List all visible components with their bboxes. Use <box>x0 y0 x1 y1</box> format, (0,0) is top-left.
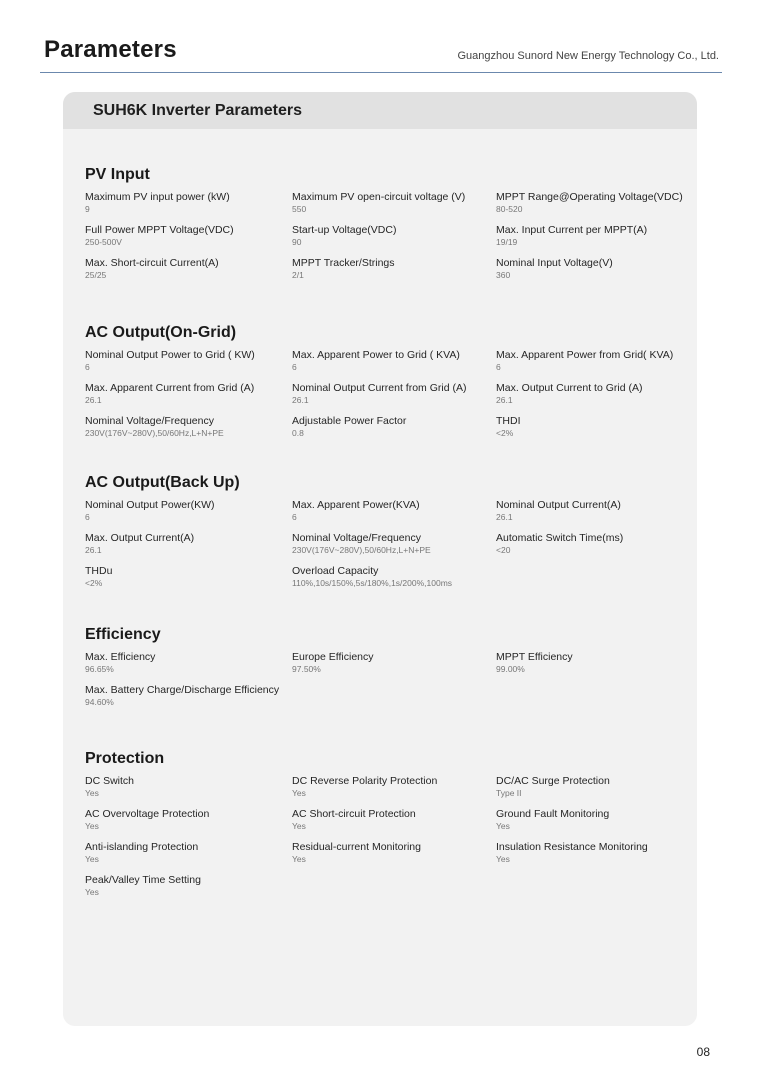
parameter-label: Max. Efficiency <box>85 651 156 663</box>
parameter-value: <20 <box>496 545 511 555</box>
parameter-label: Overload Capacity <box>292 565 379 577</box>
parameter-value: Yes <box>85 854 99 864</box>
parameter-item <box>496 224 685 248</box>
parameter-item <box>85 565 292 589</box>
parameter-value: Yes <box>292 788 306 798</box>
parameter-item <box>496 257 685 281</box>
section-title: PV Input <box>85 166 150 183</box>
parameter-label: Full Power MPPT Voltage(VDC) <box>85 224 234 236</box>
parameter-value: Yes <box>85 821 99 831</box>
parameter-label: Residual-current Monitoring <box>292 841 421 853</box>
parameter-value: 6 <box>496 362 501 372</box>
parameter-value: 26.1 <box>496 512 513 522</box>
parameter-item <box>496 191 685 215</box>
parameter-value: 19/19 <box>496 237 518 247</box>
parameter-label: THDu <box>85 565 113 577</box>
parameter-item <box>85 415 292 439</box>
parameter-value: Yes <box>292 854 306 864</box>
parameter-item <box>292 382 496 406</box>
param-grid <box>85 191 685 281</box>
parameter-value: 9 <box>85 204 90 214</box>
parameter-item <box>292 532 496 556</box>
parameter-value: 0.8 <box>292 428 304 438</box>
parameter-label: Nominal Output Power to Grid ( KW) <box>85 349 255 361</box>
parameter-label: MPPT Efficiency <box>496 651 573 663</box>
section-title: Efficiency <box>85 626 161 643</box>
parameter-label: Nominal Voltage/Frequency <box>292 532 421 544</box>
parameter-value: 2/1 <box>292 270 304 280</box>
parameter-item <box>85 808 292 832</box>
param-grid <box>85 775 685 898</box>
parameter-item <box>496 841 685 865</box>
parameter-label: THDI <box>496 415 521 427</box>
parameter-label: DC Switch <box>85 775 135 787</box>
section-protection <box>85 750 685 898</box>
parameter-label: Max. Apparent Power from Grid( KVA) <box>496 349 674 361</box>
parameter-label: MPPT Tracker/Strings <box>292 257 395 269</box>
parameter-value: Yes <box>496 821 510 831</box>
parameter-value: 99.00% <box>496 664 525 674</box>
parameter-label: DC Reverse Polarity Protection <box>292 775 438 787</box>
parameter-label: Anti-islanding Protection <box>85 841 199 853</box>
parameter-item <box>85 684 292 708</box>
parameter-item <box>85 499 292 523</box>
parameter-label: Max. Apparent Current from Grid (A) <box>85 382 255 394</box>
parameter-value: 94.60% <box>85 697 114 707</box>
card-title: SUH6K Inverter Parameters <box>63 92 697 129</box>
parameter-value: Yes <box>85 788 99 798</box>
parameter-label: Max. Short-circuit Current(A) <box>85 257 219 269</box>
parameter-label: Maximum PV input power (kW) <box>85 191 230 203</box>
parameter-value: 250-500V <box>85 237 122 247</box>
parameter-value: 25/25 <box>85 270 107 280</box>
parameter-value: 110%,10s/150%,5s/180%,1s/200%,100ms <box>292 578 453 588</box>
parameter-item <box>85 224 292 248</box>
parameter-item <box>292 224 496 248</box>
parameter-item <box>292 841 496 865</box>
parameter-value: 26.1 <box>496 395 513 405</box>
parameter-label: Automatic Switch Time(ms) <box>496 532 624 544</box>
parameter-item <box>292 415 496 439</box>
parameter-item <box>292 565 496 589</box>
parameter-item <box>496 775 685 799</box>
parameter-item <box>85 191 292 215</box>
parameter-value: 26.1 <box>292 395 309 405</box>
parameter-label: Maximum PV open-circuit voltage (V) <box>292 191 466 203</box>
parameter-value: 90 <box>292 237 302 247</box>
parameter-item <box>85 874 292 898</box>
parameter-item <box>496 349 685 373</box>
parameter-label: Max. Output Current(A) <box>85 532 195 544</box>
section-title: AC Output(Back Up) <box>85 474 240 491</box>
parameter-item <box>85 349 292 373</box>
param-grid <box>85 499 685 589</box>
section-title: AC Output(On-Grid) <box>85 324 237 341</box>
parameter-label: Start-up Voltage(VDC) <box>292 224 397 236</box>
parameter-label: Max. Apparent Power to Grid ( KVA) <box>292 349 460 361</box>
parameter-label: Max. Output Current to Grid (A) <box>496 382 643 394</box>
header-divider <box>40 72 722 73</box>
parameter-value: 6 <box>292 512 297 522</box>
parameter-label: Nominal Voltage/Frequency <box>85 415 214 427</box>
parameter-value: 6 <box>85 512 90 522</box>
parameter-item <box>496 808 685 832</box>
parameter-item <box>496 499 685 523</box>
param-grid <box>85 651 685 708</box>
parameter-item <box>85 382 292 406</box>
parameter-value: Yes <box>85 887 99 897</box>
parameter-item <box>292 349 496 373</box>
parameter-label: Nominal Output Current(A) <box>496 499 621 511</box>
parameter-label: Ground Fault Monitoring <box>496 808 610 820</box>
parameter-value: 26.1 <box>85 545 102 555</box>
parameter-item <box>85 532 292 556</box>
parameter-label: DC/AC Surge Protection <box>496 775 610 787</box>
section-efficiency <box>85 626 685 708</box>
parameter-label: Nominal Output Power(KW) <box>85 499 215 511</box>
parameter-item <box>292 257 496 281</box>
section-title: Protection <box>85 750 165 767</box>
parameter-value: 6 <box>85 362 90 372</box>
parameter-item <box>292 651 496 675</box>
parameter-label: Insulation Resistance Monitoring <box>496 841 648 853</box>
parameter-item <box>85 257 292 281</box>
parameter-value: 6 <box>292 362 297 372</box>
parameter-label: Max. Apparent Power(KVA) <box>292 499 420 511</box>
parameter-value: 230V(176V~280V),50/60Hz,L+N+PE <box>292 545 431 555</box>
parameter-value: Type II <box>496 788 522 798</box>
parameter-value: <2% <box>85 578 103 588</box>
param-grid <box>85 349 685 439</box>
parameter-label: Nominal Input Voltage(V) <box>496 257 613 269</box>
parameter-item <box>496 415 685 439</box>
parameter-item <box>292 499 496 523</box>
parameter-value: 80-520 <box>496 204 523 214</box>
parameter-value: Yes <box>292 821 306 831</box>
parameter-item <box>85 651 292 675</box>
parameter-value: Yes <box>496 854 510 864</box>
parameter-value: 97.50% <box>292 664 321 674</box>
parameter-label: Peak/Valley Time Setting <box>85 874 201 886</box>
parameter-label: Europe Efficiency <box>292 651 374 663</box>
parameter-item <box>85 841 292 865</box>
parameter-value: 360 <box>496 270 511 280</box>
parameter-label: Max. Input Current per MPPT(A) <box>496 224 648 236</box>
parameter-item <box>292 191 496 215</box>
parameter-label: Max. Battery Charge/Discharge Efficiency <box>85 684 280 696</box>
parameter-item <box>496 651 685 675</box>
parameter-value: 550 <box>292 204 307 214</box>
page-number: 08 <box>696 1045 710 1059</box>
section-pv-input <box>85 166 685 281</box>
parameters-card <box>63 92 697 1026</box>
parameter-item <box>496 382 685 406</box>
section-ac-output-back-up <box>85 474 685 589</box>
parameter-value: 96.65% <box>85 664 114 674</box>
page-title: Parameters <box>44 36 177 63</box>
parameter-label: AC Short-circuit Protection <box>292 808 416 820</box>
parameter-label: Nominal Output Current from Grid (A) <box>292 382 467 394</box>
parameter-item <box>85 775 292 799</box>
parameter-label: MPPT Range@Operating Voltage(VDC) <box>496 191 683 203</box>
parameter-value: <2% <box>496 428 514 438</box>
parameter-item <box>292 775 496 799</box>
section-ac-output-on-grid <box>85 324 685 439</box>
parameter-value: 26.1 <box>85 395 102 405</box>
parameter-item <box>292 808 496 832</box>
parameter-label: AC Overvoltage Protection <box>85 808 210 820</box>
parameter-value: 230V(176V~280V),50/60Hz,L+N+PE <box>85 428 224 438</box>
parameter-label: Adjustable Power Factor <box>292 415 407 427</box>
company-name: Guangzhou Sunord New Energy Technology Co., Ltd. <box>457 50 719 62</box>
parameter-item <box>496 532 685 556</box>
